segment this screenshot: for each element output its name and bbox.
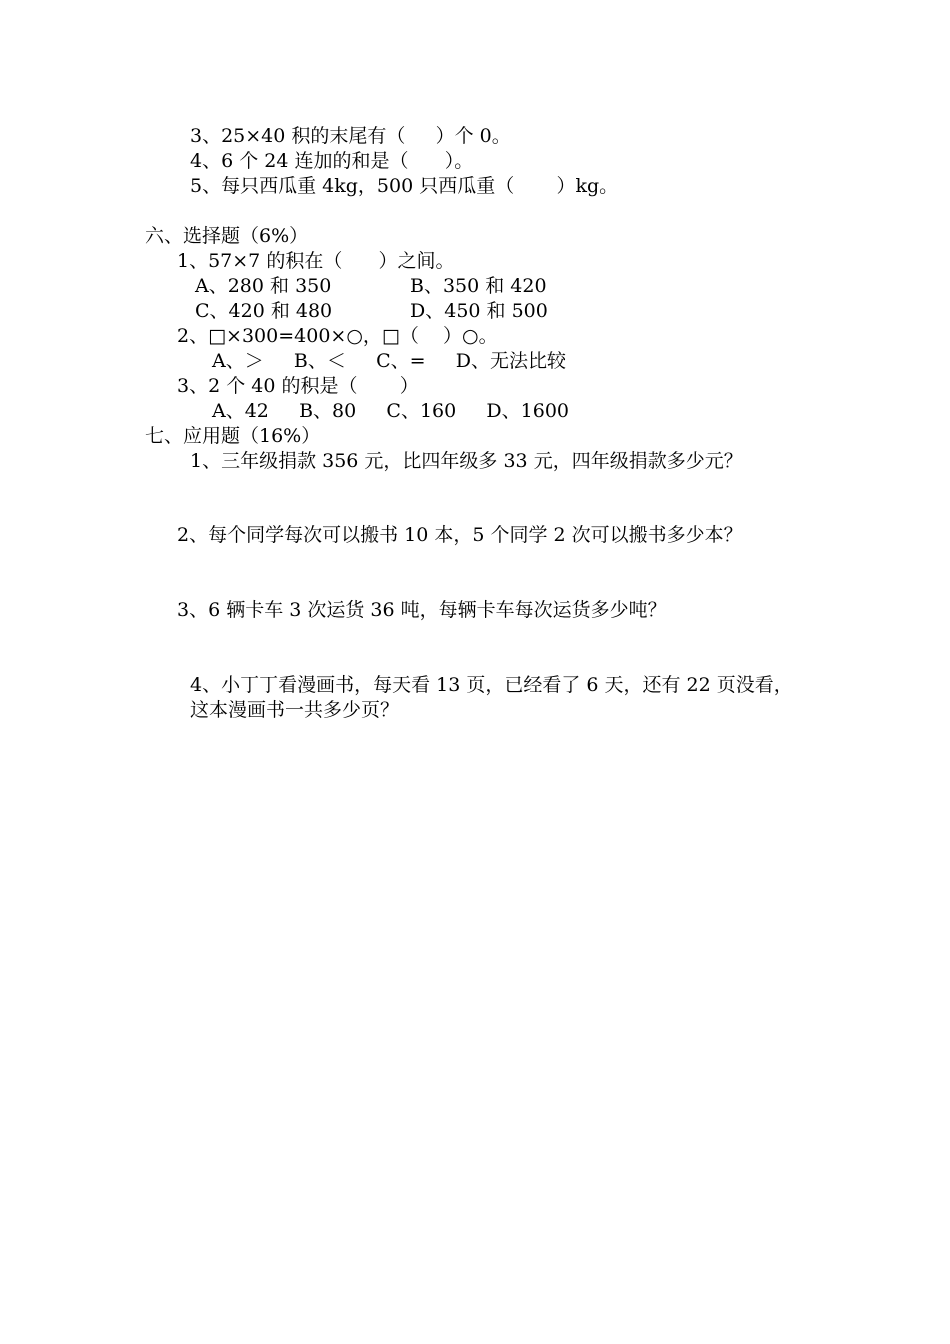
choice-question-1-option-a: A、280 和 350 xyxy=(195,275,332,297)
word-problem-3: 3、6 辆卡车 3 次运货 36 吨，每辆卡车每次运货多少吨？ xyxy=(177,599,667,621)
section-7-heading: 七、应用题（16%） xyxy=(145,425,321,447)
choice-question-3: 3、2 个 40 的积是（ ） xyxy=(177,375,419,397)
section-6-heading: 六、选择题（6%） xyxy=(145,225,309,247)
fill-blank-question-3: 3、25×40 积的末尾有（ ）个 0。 xyxy=(190,125,511,147)
word-problem-1: 1、三年级捐款 356 元，比四年级多 33 元，四年级捐款多少元？ xyxy=(190,450,743,472)
choice-question-2-options: A、＞ B、＜ C、= D、无法比较 xyxy=(212,350,566,372)
choice-question-1: 1、57×7 的积在（ ）之间。 xyxy=(177,250,455,272)
choice-question-3-options: A、42 B、80 C、160 D、1600 xyxy=(212,400,570,422)
choice-question-2: 2、□×300=400×○，□（ ）○。 xyxy=(177,325,498,347)
fill-blank-question-4: 4、6 个 24 连加的和是（ ）。 xyxy=(190,150,474,172)
choice-question-1-option-b: B、350 和 420 xyxy=(410,275,547,297)
choice-question-1-option-d: D、450 和 500 xyxy=(410,300,548,322)
word-problem-2: 2、每个同学每次可以搬书 10 本，5 个同学 2 次可以搬书多少本？ xyxy=(177,524,743,546)
word-problem-4-line-1: 4、小丁丁看漫画书，每天看 13 页，已经看了 6 天，还有 22 页没看， xyxy=(190,674,793,696)
word-problem-4-line-2: 这本漫画书一共多少页？ xyxy=(190,699,400,721)
fill-blank-question-5: 5、每只西瓜重 4kg，500 只西瓜重（ ）kg。 xyxy=(190,175,619,197)
choice-question-1-option-c: C、420 和 480 xyxy=(195,300,333,322)
